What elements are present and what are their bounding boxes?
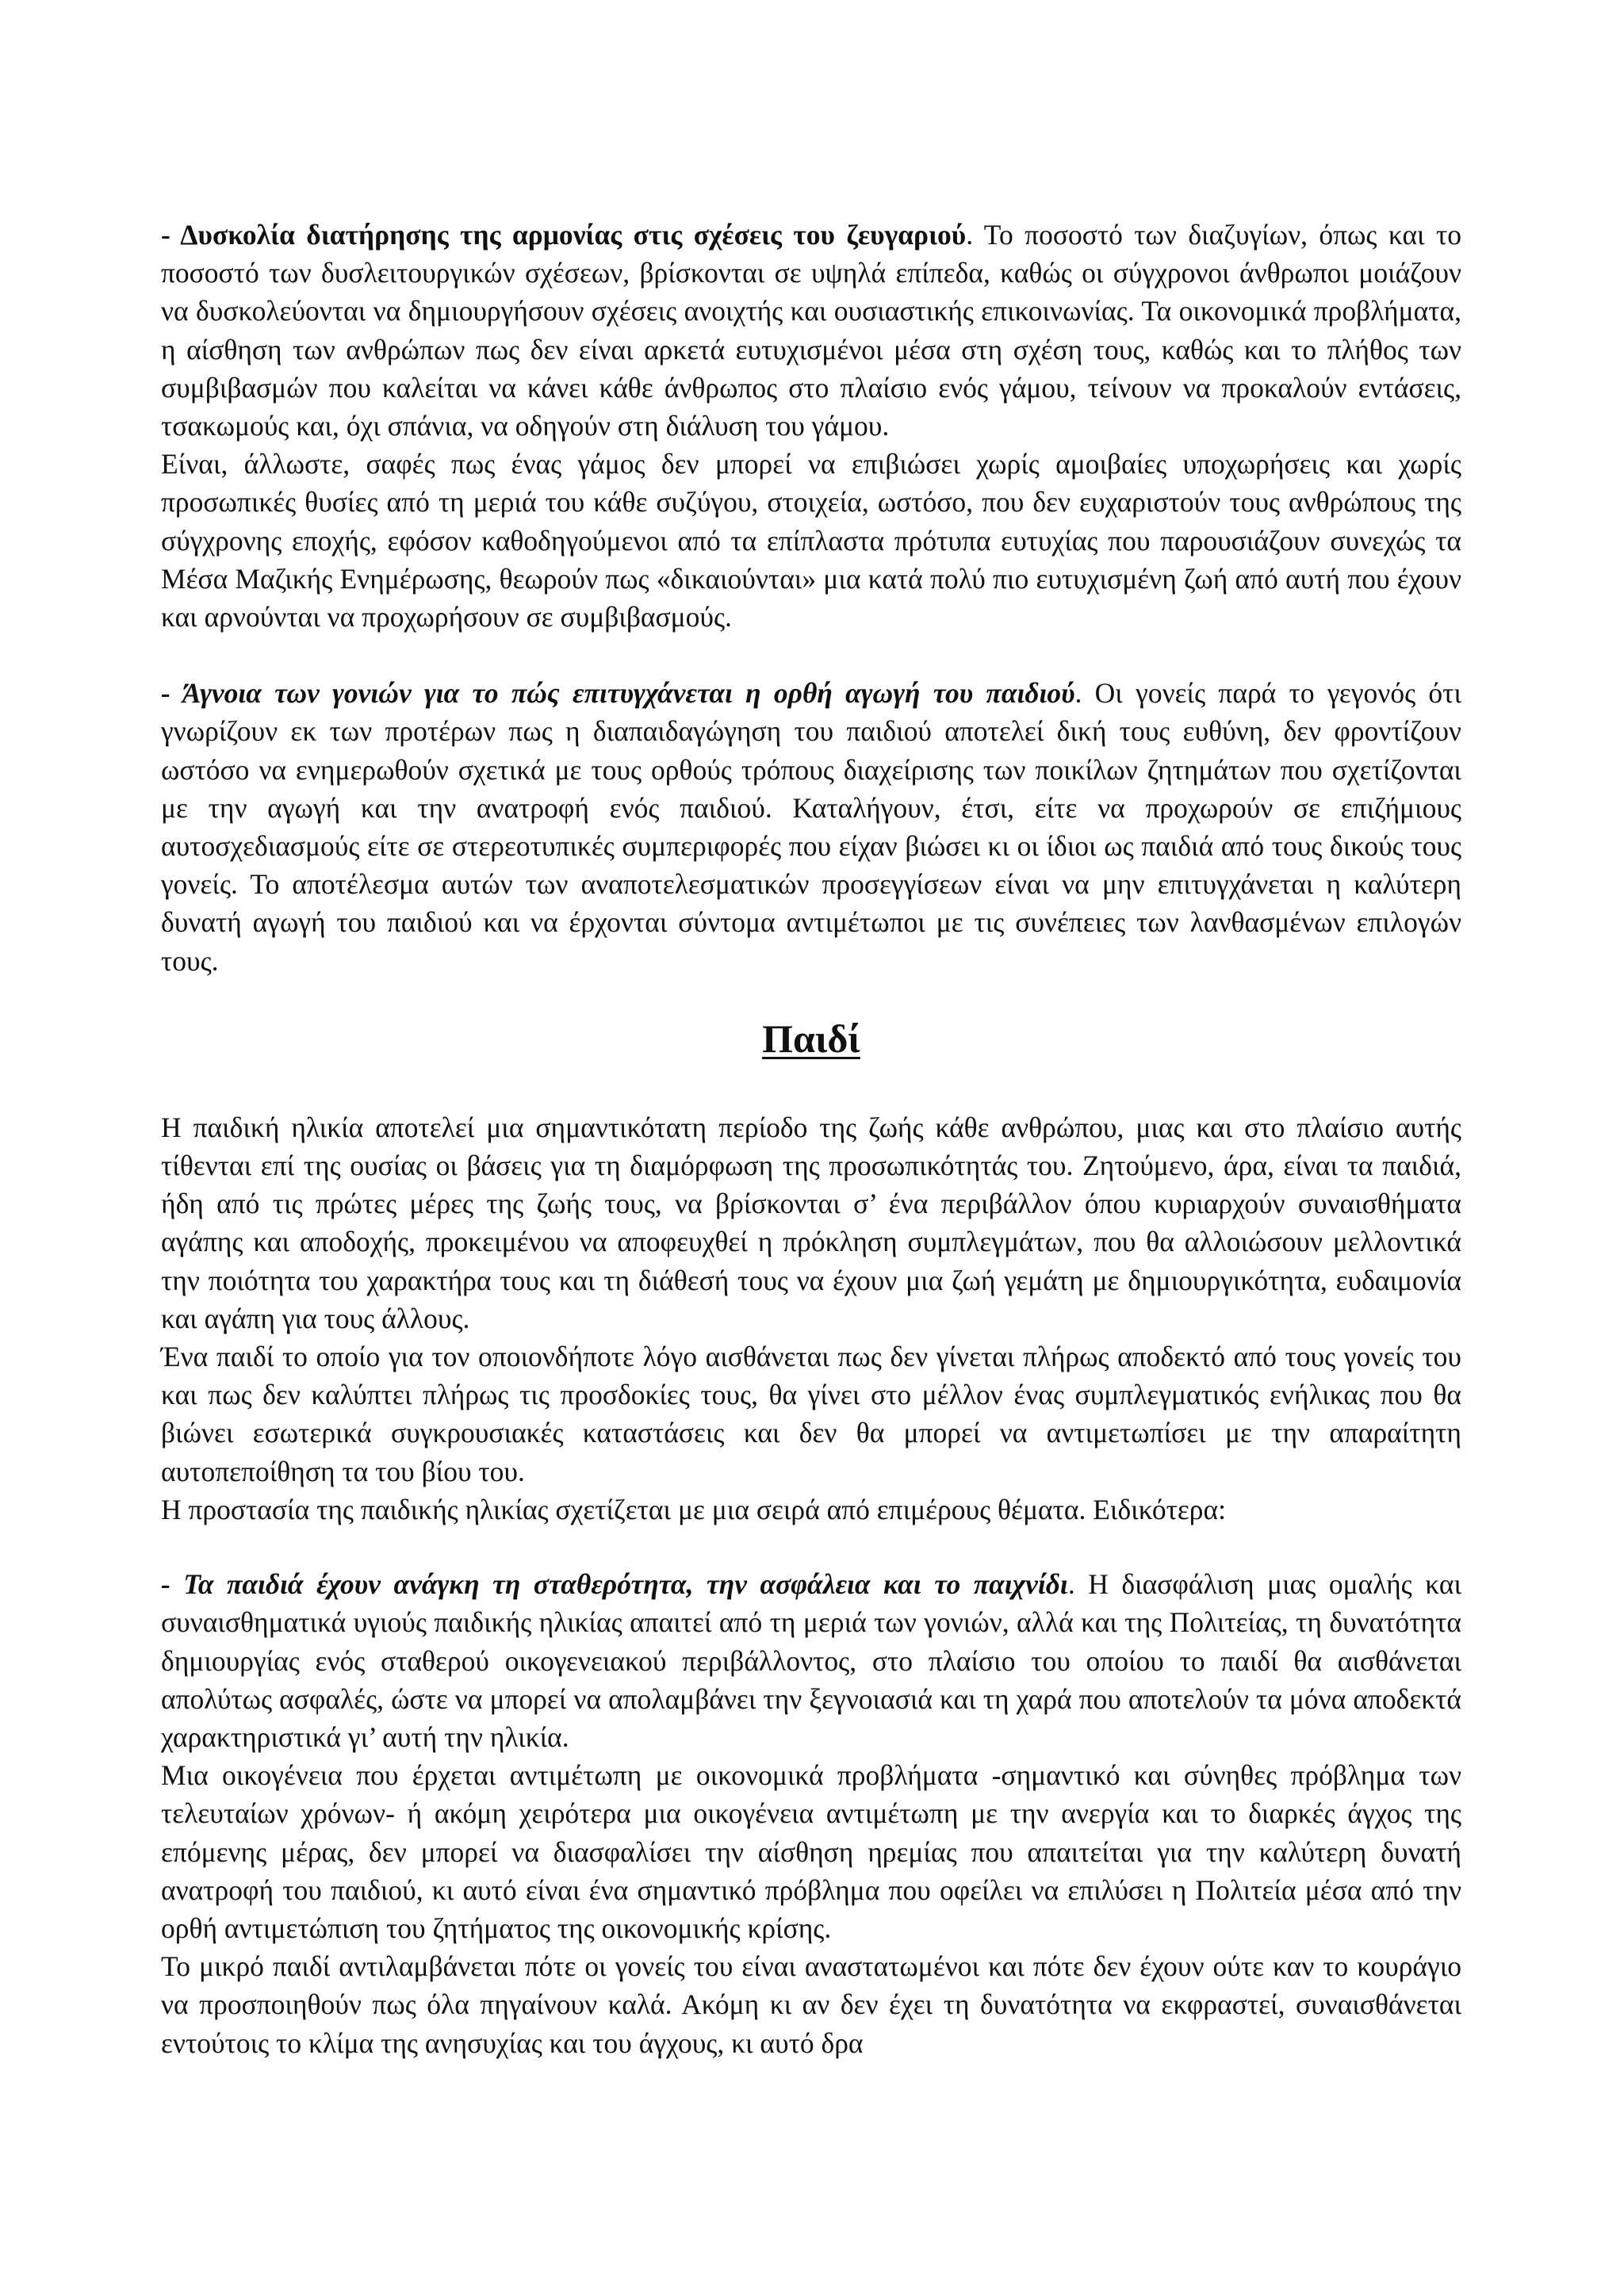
paragraph-spacer [161,1529,1461,1565]
paragraph-text: . Η διασφάλιση μιας ομαλής και συναισθηματικά υγιούς παιδικής ηλικίας απαιτεί από τη μεριά των γονιών, αλλά και της Πολιτείας, τη δυνατότητα δημιουργίας ενός σταθερού οικογενειακού περιβάλλοντος, στο πλαίσιο του οποίου το παιδί θα αισθάνεται απολύτως ασφαλές, ώστε να μπορεί να απολαμβάνει την ξεγνοιασιά και τη χαρά που αποτελούν τα μόνα αποδεκτά χαρακτηριστικά γι’ αυτή την ηλικία. [161,1568,1461,1753]
paragraph-parents-ignorance [161,674,1461,980]
lead-heading-couple-harmony: - Δυσκολία διατήρησης της αρμονίας στις σχέσεις του ζευγαριού [161,219,967,251]
document-page [161,216,1461,2062]
paragraph-text: . Το ποσοστό των διαζυγίων, όπως και το ποσοστό των δυσλειτουργικών σχέσεων, βρίσκονται σε υψηλά επίπεδα, καθώς οι σύγχρονοι άνθρωποι μοιάζουν να δυσκολεύονται να δημιουργήσουν σχέσεις ανοιχτής και ουσιαστικής επικοινωνίας. Τα οικονομικά προβλήματα, η αίσθηση των ανθρώπων πως δεν είναι αρκετά ευτυχισμένοι μέσα στη σχέση τους, καθώς και το πλήθος των συμβιβασμών που καλείται να κάνει κάθε άνθρωπος στο πλαίσιο ενός γάμου, τείνουν να προκαλούν εντάσεις, τσακωμούς και, όχι σπάνια, να οδηγούν στη διάλυση του γάμου. [161,219,1461,442]
paragraph-unaccepted-child: Ένα παιδί το οποίο για τον οποιονδήποτε λόγο αισθάνεται πως δεν γίνεται πλήρως αποδεκτό από τους γονείς του και πως δεν καλύπτει πλήρως τις προσδοκίες τους, θα γίνει στο μέλλον ένας συμπλεγματικός ενήλικας που θα βιώνει εσωτερικά συγκρουσιακές καταστάσεις και δεν θα μπορεί να αντιμετωπίσει με την απαραίτητη αυτοπεποίθηση τα του βίου του. [161,1341,1461,1487]
paragraph-spacer [161,636,1461,674]
section-heading: Παιδί [762,1016,860,1061]
paragraph-stability-needs [161,1565,1461,1756]
lead-heading-stability-needs: - Τα παιδιά έχουν ανάγκη τη σταθερότητα, την ασφάλεια και το παιχνίδι [161,1568,1068,1601]
paragraph-text: . Οι γονείς παρά το γεγονός ότι γνωρίζουν εκ των προτέρων πως η διαπαιδαγώγηση του παιδιού αποτελεί δική τους ευθύνη, δεν φροντίζουν ωστόσο να ενημερωθούν σχετικά με τους ορθούς τρόπους διαχείρισης των ποικίλων ζητημάτων που σχετίζονται με την αγωγή και την ανατροφή ενός παιδιού. Καταλήγουν, έτσι, είτε να προχωρούν σε επιζήμιους αυτοσχεδιασμούς είτε σε στερεοτυπικές συμπεριφορές που είχαν βιώσει κι οι ίδιοι ως παιδιά από τους δικούς τους γονείς. Το αποτέλεσμα αυτών των αναποτελεσματικών προσεγγίσεων είναι να μην επιτυγχάνεται η καλύτερη δυνατή αγωγή του παιδιού και να έρχονται σύντομα αντιμέτωποι με τις συνέπειες των λανθασμένων επιλογών τους. [161,677,1461,977]
paragraph-protection-topics: Η προστασία της παιδικής ηλικίας σχετίζεται με μια σειρά από επιμέρους θέματα. Ειδικότερα: [161,1493,1226,1525]
paragraph-economic-problems: Μια οικογένεια που έρχεται αντιμέτωπη με οικονομικά προβλήματα -σημαντικό και σύνηθες πρόβλημα των τελευταίων χρόνων- ή ακόμη χειρότερα μια οικογένεια αντιμέτωπη με την ανεργία και το διαρκές άγχος της επόμενης μέρας, δεν μπορεί να διασφαλίσει την αίσθηση ηρεμίας που απαιτείται για την καλύτερη δυνατή ανατροφή του παιδιού, κι αυτό είναι ένα σημαντικό πρόβλημα που οφείλει να επιλύσει η Πολιτεία μέσα από την ορθή αντιμετώπιση του ζητήματος της οικονομικής κρίσης. [161,1759,1461,1944]
lead-heading-parents-ignorance: - Άγνοια των γονιών για το πώς επιτυγχάνεται η ορθή αγωγή του παιδιού [161,677,1075,710]
paragraph-childhood-importance: Η παιδική ηλικία αποτελεί μια σημαντικότατη περίοδο της ζωής κάθε ανθρώπου, μιας και στο πλαίσιο αυτής τίθενται επί της ουσίας οι βάσεις για τη διαμόρφωση της προσωπικότητάς του. Ζητούμενο, άρα, είναι τα παιδιά, ήδη από τις πρώτες μέρες της ζωής τους, να βρίσκονται σ’ ένα περιβάλλον όπου κυριαρχούν συναισθήματα αγάπης και αποδοχής, προκειμένου να αποφευχθεί η πρόκληση συμπλεγμάτων, που θα αλλοιώσουν μελλοντικά την ποιότητα του χαρακτήρα τους και τη διάθεσή τους να έχουν μια ζωή γεμάτη με δημιουργικότητα, ευδαιμονία και αγάπη για τους άλλους. [161,1111,1461,1334]
paragraph-child-perception: Το μικρό παιδί αντιλαμβάνεται πότε οι γονείς του είναι αναστατωμένοι και πότε δεν έχουν ούτε καν το κουράγιο να προσποιηθούν πως όλα πηγαίνουν καλά. Ακόμη κι αν δεν έχει τη δυνατότητα να εκφραστεί, συναισθάνεται εντούτοις το κλίμα της ανησυχίας και του άγχους, κι αυτό δρα [161,1950,1461,2059]
paragraph-compromises: Είναι, άλλωστε, σαφές πως ένας γάμος δεν μπορεί να επιβιώσει χωρίς αμοιβαίες υποχωρήσεις και χωρίς προσωπικές θυσίες από τη μεριά του κάθε συζύγου, στοιχεία, ωστόσο, που δεν ευχαριστούν τους ανθρώπους της σύγχρονης εποχής, εφόσον καθοδηγούμενοι από τα επίπλαστα πρότυπα ευτυχίας που παρουσιάζουν συνεχώς τα Μέσα Μαζικής Ενημέρωσης, θεωρούν πως «δικαιούνται» μια κατά πολύ πιο ευτυχισμένη ζωή από αυτή που έχουν και αρνούνται να προχωρήσουν σε συμβιβασμούς. [161,448,1461,633]
paragraph-couple-harmony [161,216,1461,445]
